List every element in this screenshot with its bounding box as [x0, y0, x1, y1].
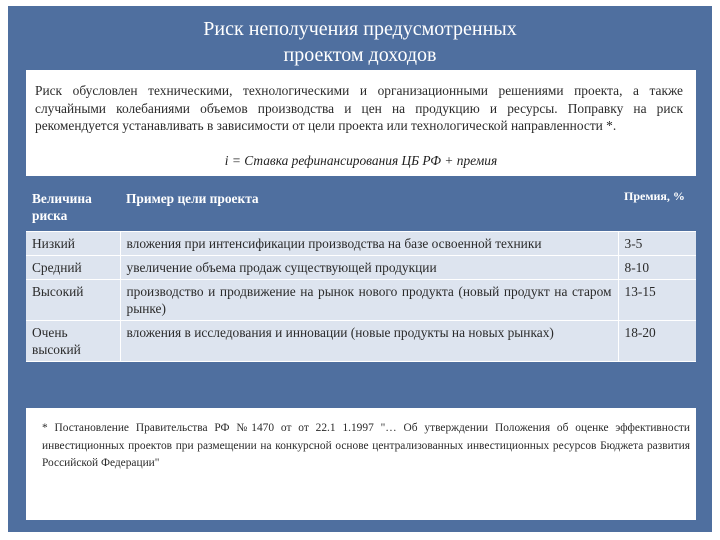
table-row [26, 321, 696, 362]
header-risk-level: Величина риска [26, 182, 120, 232]
premium-cell: 3-5 [618, 232, 696, 256]
risk-premium-table [26, 182, 696, 362]
slide [8, 6, 712, 532]
slide-title-line-1: Риск неполучения предусмотренных [203, 18, 517, 40]
table-row [26, 280, 696, 321]
header-project-goal: Пример цели проекта [120, 182, 618, 232]
table-row [26, 232, 696, 256]
project-goal-cell: производство и продвижение на рынок нового продукта (новый продукт на старом рынке) [120, 280, 618, 321]
footnote-box [26, 408, 696, 520]
risk-level-cell: Низкий [26, 232, 120, 256]
project-goal-cell: вложения в исследования и инновации (новые продукты на новых рынках) [120, 321, 618, 362]
premium-cell: 8-10 [618, 256, 696, 280]
premium-cell: 18-20 [618, 321, 696, 362]
intro-text: Риск обусловлен техническими, технологическими и организационными решениями проекта, а также случайными колебаниями объемов производства и цен на продукцию и ресурсы. Поправку на риск рекомендуется устанавливать в зависимости от цели проекта или технологической направленности *. [35, 83, 683, 133]
slide-title [8, 16, 712, 68]
risk-level-cell: Высокий [26, 280, 120, 321]
intro-box [26, 70, 696, 176]
project-goal-cell: увеличение объема продаж существующей продукции [120, 256, 618, 280]
table-header-row [26, 182, 696, 232]
premium-cell: 13-15 [618, 280, 696, 321]
risk-level-cell: Очень высокий [26, 321, 120, 362]
table-row [26, 256, 696, 280]
header-premium: Премия, % [618, 182, 696, 232]
project-goal-cell: вложения при интенсификации производства на базе освоенной техники [120, 232, 618, 256]
slide-title-line-2: проектом доходов [283, 44, 437, 66]
footnote-text: * Постановление Правительства РФ №1470 от от 22.1 1.1997 "… Об утверждении Положения об оценке эффективности инвестиционных проектов при размещении на конкурсной основе централизованных инвестиционных ресурсов Бюджета развития Российской Федерации" [42, 422, 690, 469]
risk-level-cell: Средний [26, 256, 120, 280]
discount-rate-formula: i = Ставка рефинансирования ЦБ РФ + премия [224, 153, 498, 168]
